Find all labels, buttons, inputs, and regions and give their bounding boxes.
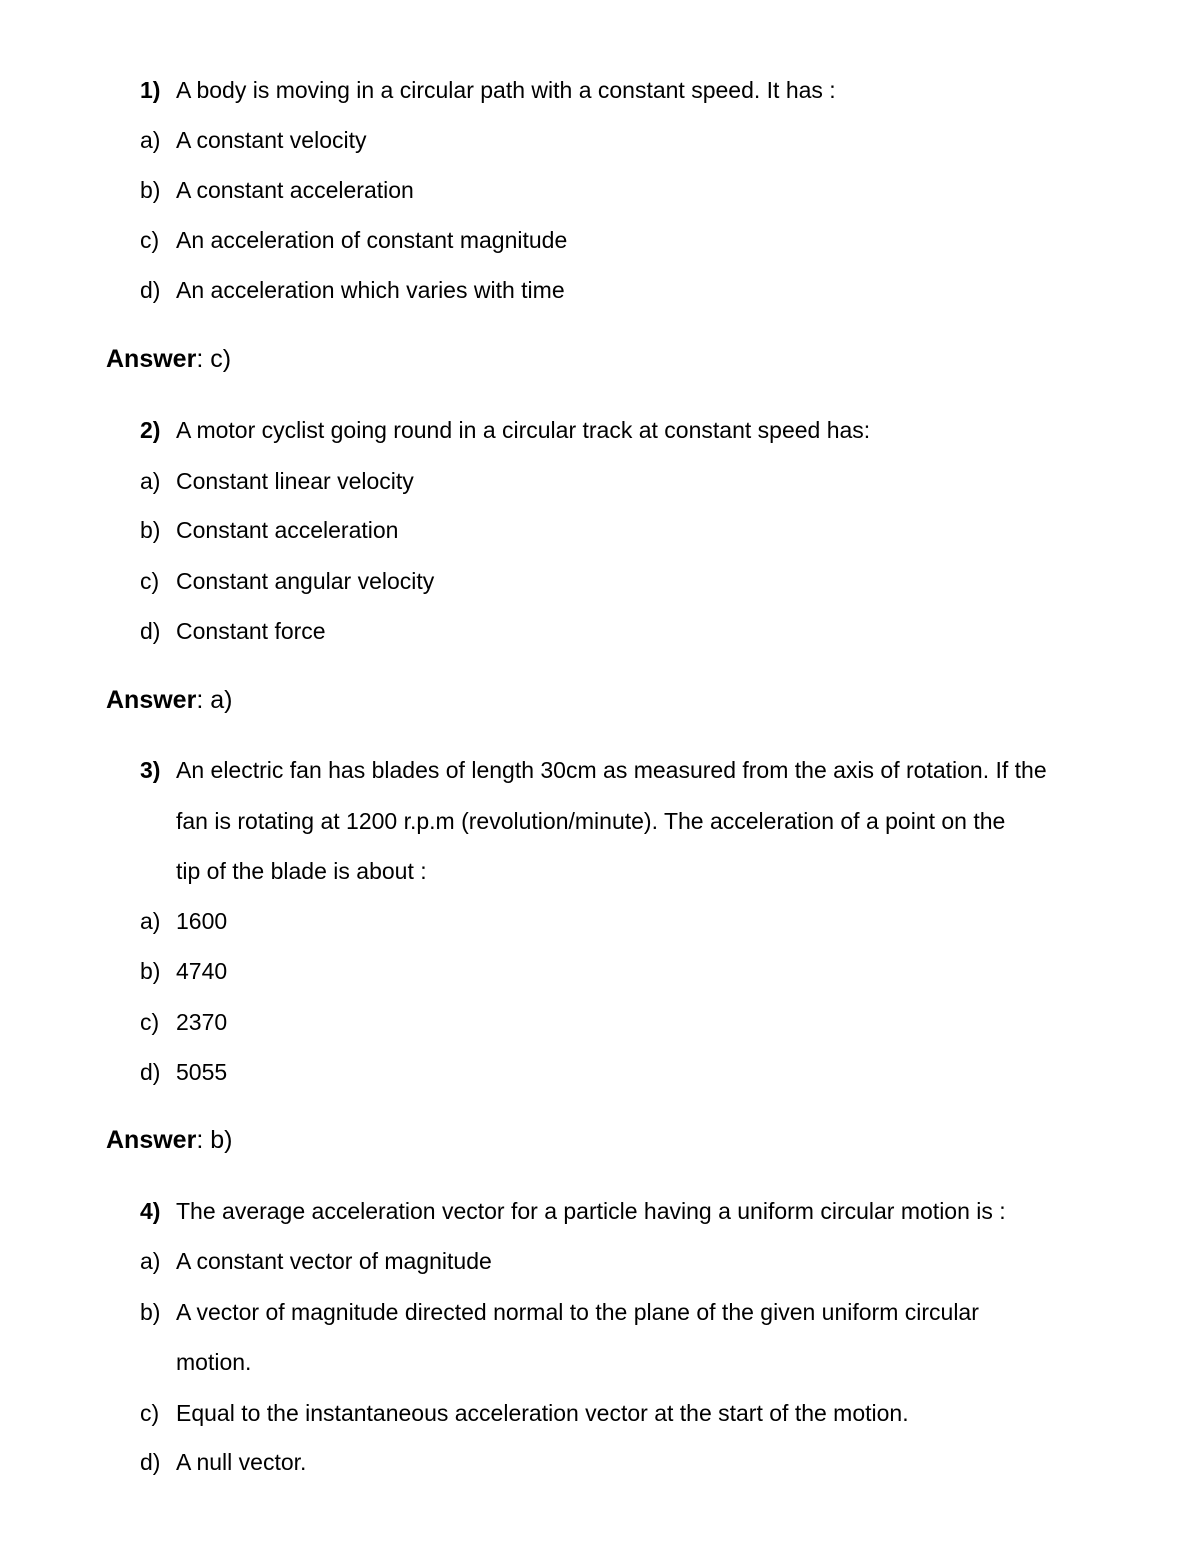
option-text: An acceleration of constant magnitude <box>176 227 568 253</box>
option-text: 2370 <box>176 1009 228 1035</box>
option-letter: b) <box>140 517 161 543</box>
option-letter: b) <box>140 958 161 984</box>
option-letter: b) <box>140 1299 161 1325</box>
option-letter: c) <box>140 227 160 253</box>
option-3d <box>140 1057 227 1087</box>
option-letter: d) <box>140 618 161 644</box>
option-letter: a) <box>140 1248 161 1274</box>
answer-3 <box>106 1124 232 1156</box>
question-text: fan is rotating at 1200 r.p.m (revolution/minute). The acceleration of a point on the <box>176 808 1006 834</box>
option-4c <box>140 1398 909 1428</box>
option-4d <box>140 1447 306 1477</box>
question-text: An electric fan has blades of length 30cm as measured from the axis of rotation. If the <box>176 757 1047 783</box>
option-text: A vector of magnitude directed normal to the plane of the given uniform circular <box>176 1299 979 1325</box>
question-3-line-2 <box>176 806 1005 836</box>
option-letter: a) <box>140 468 161 494</box>
option-text: A constant velocity <box>176 127 367 153</box>
option-letter: c) <box>140 568 160 594</box>
question-number: 1) <box>140 77 161 103</box>
option-2a <box>140 466 414 496</box>
question-text: tip of the blade is about : <box>176 858 427 884</box>
option-4b-continuation <box>176 1347 251 1377</box>
option-4b <box>140 1297 979 1327</box>
question-number: 3) <box>140 757 161 783</box>
option-text: Constant angular velocity <box>176 568 435 594</box>
question-4 <box>140 1196 1006 1226</box>
question-2 <box>140 415 870 445</box>
option-letter: a) <box>140 908 161 934</box>
answer-value: : c) <box>196 345 232 373</box>
question-text: A body is moving in a circular path with a constant speed. It has : <box>176 77 836 103</box>
option-text: 5055 <box>176 1059 228 1085</box>
question-text: The average acceleration vector for a particle having a uniform circular motion is : <box>176 1198 1006 1224</box>
option-letter: a) <box>140 127 161 153</box>
question-number: 4) <box>140 1198 161 1224</box>
question-number: 2) <box>140 417 161 443</box>
option-text: 1600 <box>176 908 228 934</box>
option-text: Constant acceleration <box>176 517 399 543</box>
option-text: motion. <box>176 1349 252 1375</box>
question-1 <box>140 75 836 105</box>
option-1a <box>140 125 367 155</box>
answer-1 <box>106 343 231 375</box>
question-text: A motor cyclist going round in a circular track at constant speed has: <box>176 417 871 443</box>
option-text: A constant vector of magnitude <box>176 1248 492 1274</box>
answer-label: Answer <box>106 1126 197 1154</box>
option-1c <box>140 225 567 255</box>
option-3b <box>140 956 227 986</box>
question-3-line-3 <box>176 856 427 886</box>
option-4a <box>140 1246 492 1276</box>
answer-label: Answer <box>106 686 197 714</box>
option-letter: d) <box>140 1059 161 1085</box>
answer-value: : a) <box>196 686 233 714</box>
option-letter: c) <box>140 1400 160 1426</box>
option-text: A null vector. <box>176 1449 307 1475</box>
option-text: Constant force <box>176 618 326 644</box>
option-1b <box>140 175 414 205</box>
answer-label: Answer <box>106 345 197 373</box>
option-text: 4740 <box>176 958 228 984</box>
option-1d <box>140 275 565 305</box>
option-letter: d) <box>140 277 161 303</box>
option-text: Constant linear velocity <box>176 468 414 494</box>
option-letter: d) <box>140 1449 161 1475</box>
option-letter: c) <box>140 1009 160 1035</box>
option-2d <box>140 616 326 646</box>
question-3 <box>140 755 1047 785</box>
answer-2 <box>106 684 232 716</box>
option-text: Equal to the instantaneous acceleration vector at the start of the motion. <box>176 1400 909 1426</box>
option-2c <box>140 566 434 596</box>
option-3c <box>140 1007 227 1037</box>
option-text: A constant acceleration <box>176 177 414 203</box>
option-2b <box>140 515 398 545</box>
option-text: An acceleration which varies with time <box>176 277 565 303</box>
option-3a <box>140 906 227 936</box>
answer-value: : b) <box>196 1126 233 1154</box>
option-letter: b) <box>140 177 161 203</box>
